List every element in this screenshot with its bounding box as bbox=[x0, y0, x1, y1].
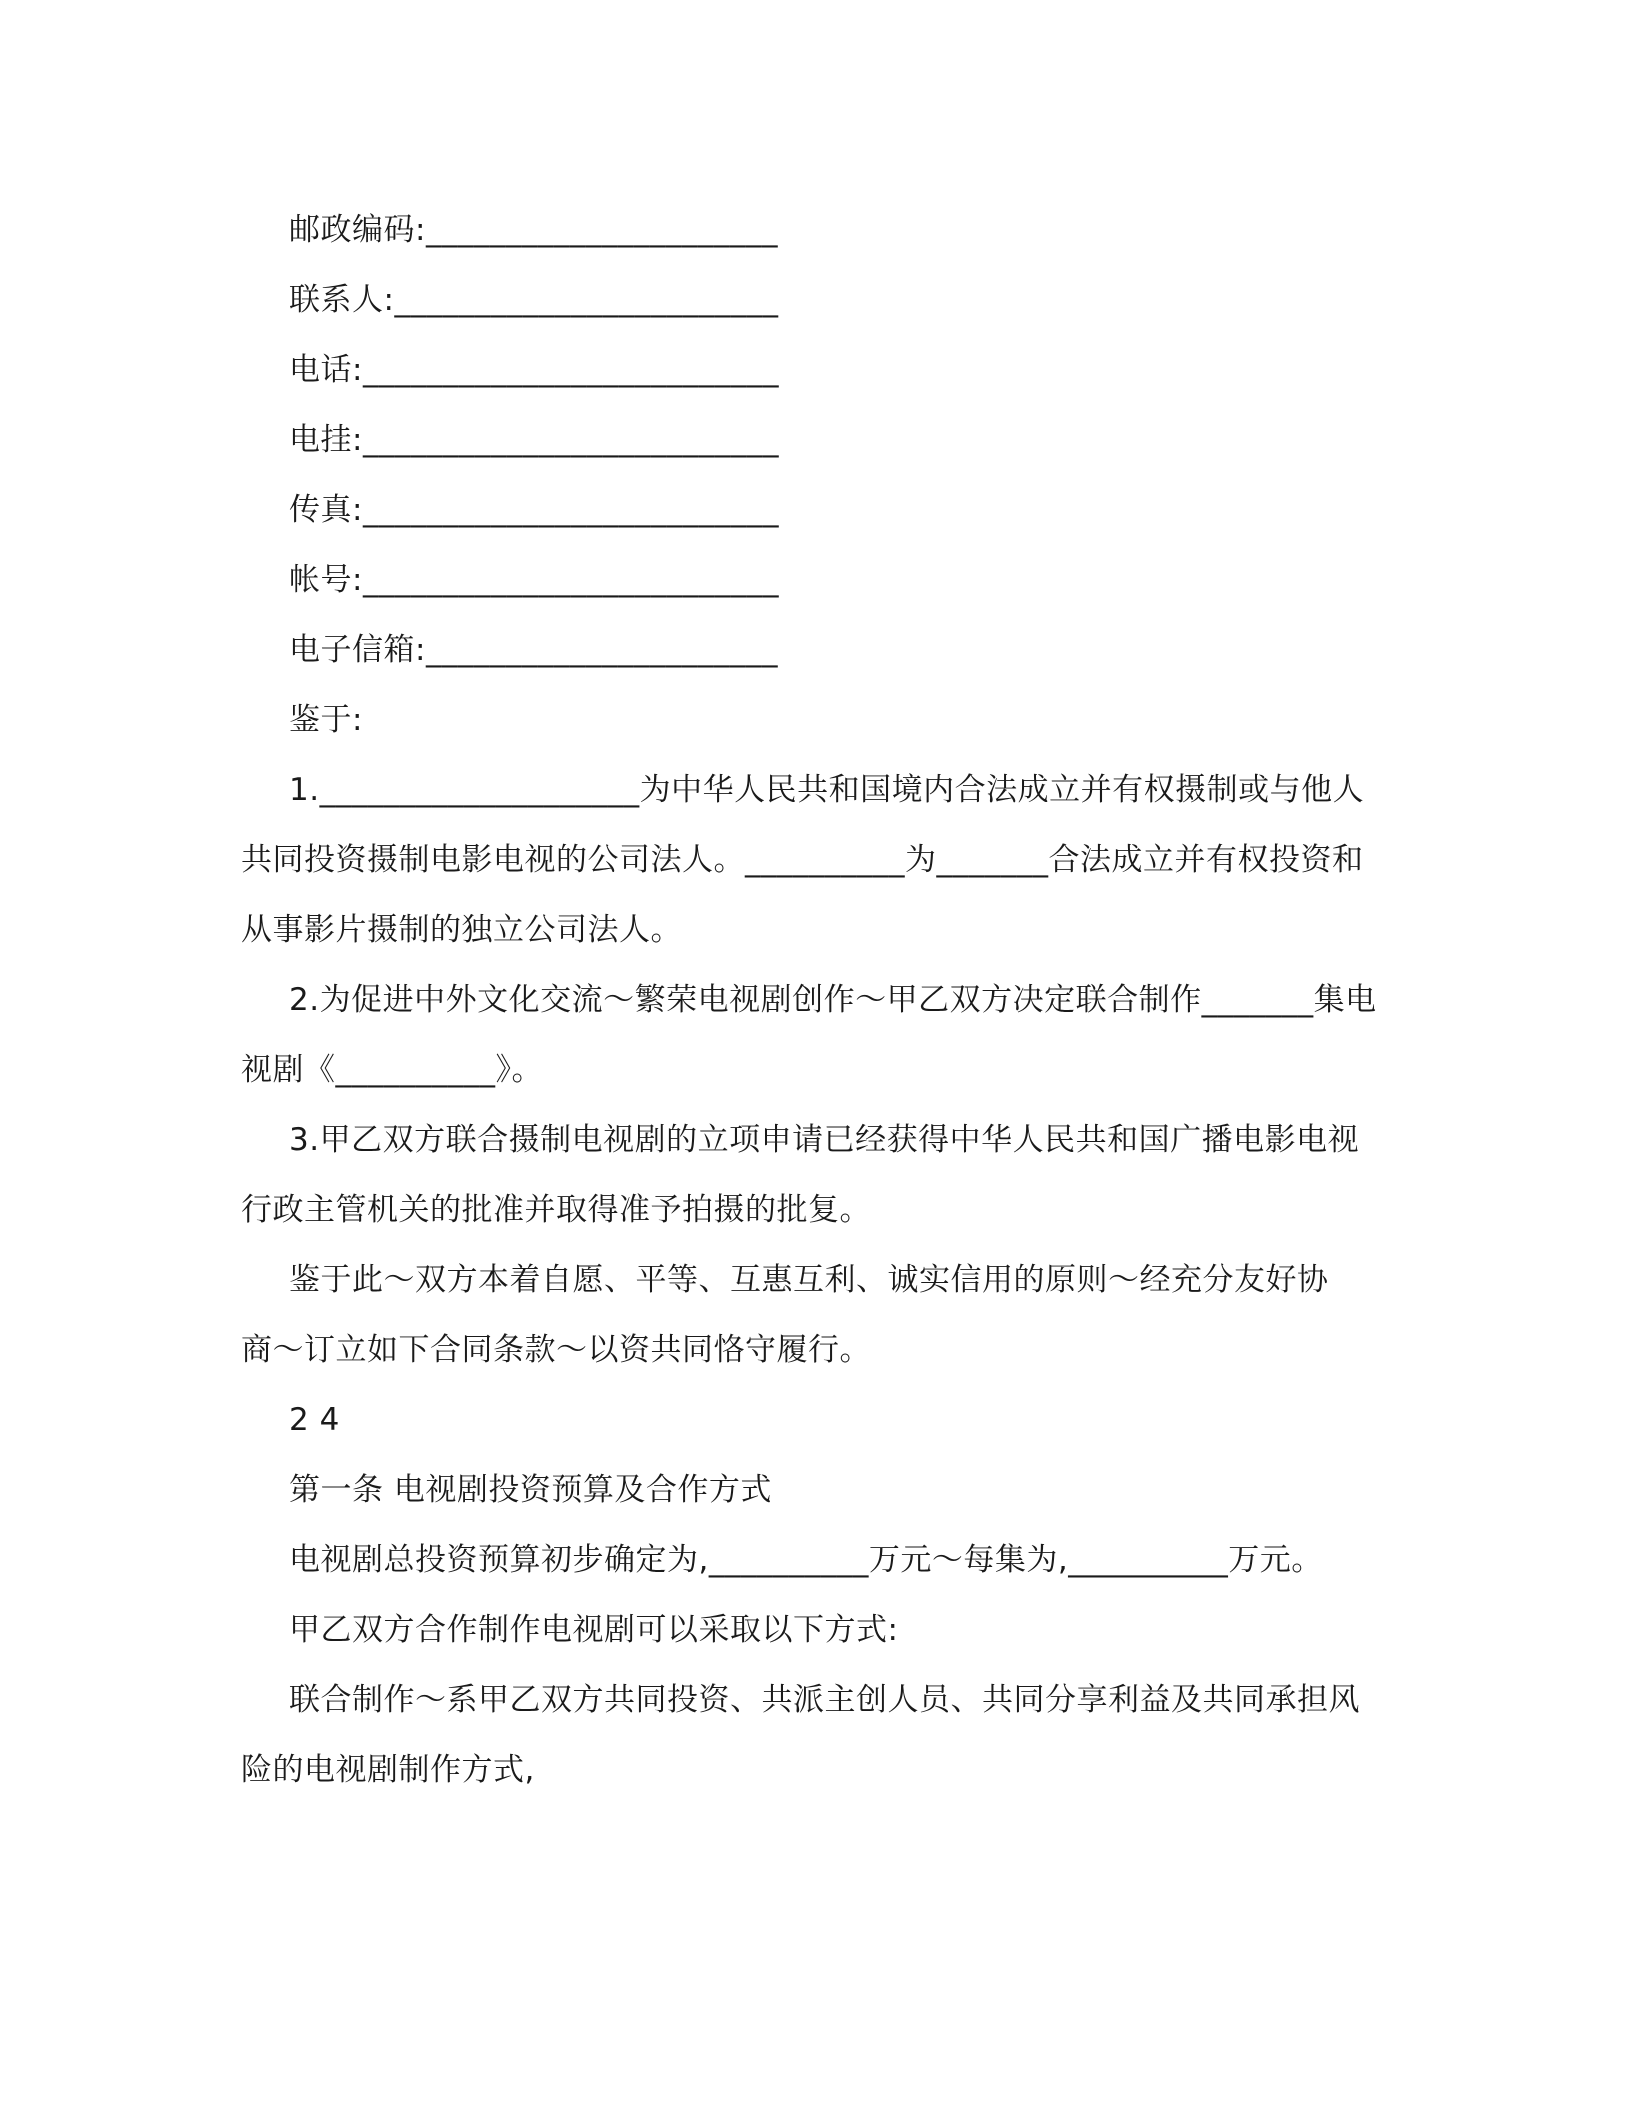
joint-production-clause: 联合制作～系甲乙双方共同投资、共派主创人员、共同分享利益及共同承担风险的电视剧制作方式, bbox=[241, 1682, 1360, 1788]
postal-code-field: 邮政编码:______________________ bbox=[289, 212, 778, 248]
fax-field: 传真:__________________________ bbox=[289, 492, 779, 528]
document-body bbox=[241, 195, 1391, 1805]
telex-field: 电挂:__________________________ bbox=[289, 422, 779, 458]
budget-clause: 电视剧总投资预算初步确定为,__________万元～每集为,__________万元。 bbox=[289, 1542, 1323, 1578]
whereas-item-3: 3.甲乙双方联合摄制电视剧的立项申请已经获得中华人民共和国广播电影电视行政主管机关的批准并取得准予拍摄的批复。 bbox=[241, 1122, 1360, 1228]
whereas-item-2: 2.为促进中外文化交流～繁荣电视剧创作～甲乙双方决定联合制作_______集电视剧《__________》。 bbox=[241, 982, 1377, 1088]
phone-field: 电话:__________________________ bbox=[289, 352, 779, 388]
whereas-item-1: 1.____________________为中华人民共和国境内合法成立并有权摄制或与他人共同投资摄制电影电视的公司法人。__________为_______合法成立并有权投资和从事影片摄制的独立公司法人。 bbox=[241, 772, 1365, 948]
contact-person-field: 联系人:________________________ bbox=[289, 282, 779, 318]
page-marker: 2 4 bbox=[289, 1402, 340, 1438]
account-field: 帐号:__________________________ bbox=[289, 562, 779, 598]
methods-intro: 甲乙双方合作制作电视剧可以采取以下方式: bbox=[289, 1612, 899, 1648]
article-1-title: 第一条 电视剧投资预算及合作方式 bbox=[289, 1472, 772, 1508]
whereas-heading: 鉴于: bbox=[289, 702, 363, 738]
email-field: 电子信箱:______________________ bbox=[289, 632, 778, 668]
whereas-conclusion: 鉴于此～双方本着自愿、平等、互惠互利、诚实信用的原则～经充分友好协商～订立如下合同条款～以资共同恪守履行。 bbox=[241, 1262, 1329, 1368]
